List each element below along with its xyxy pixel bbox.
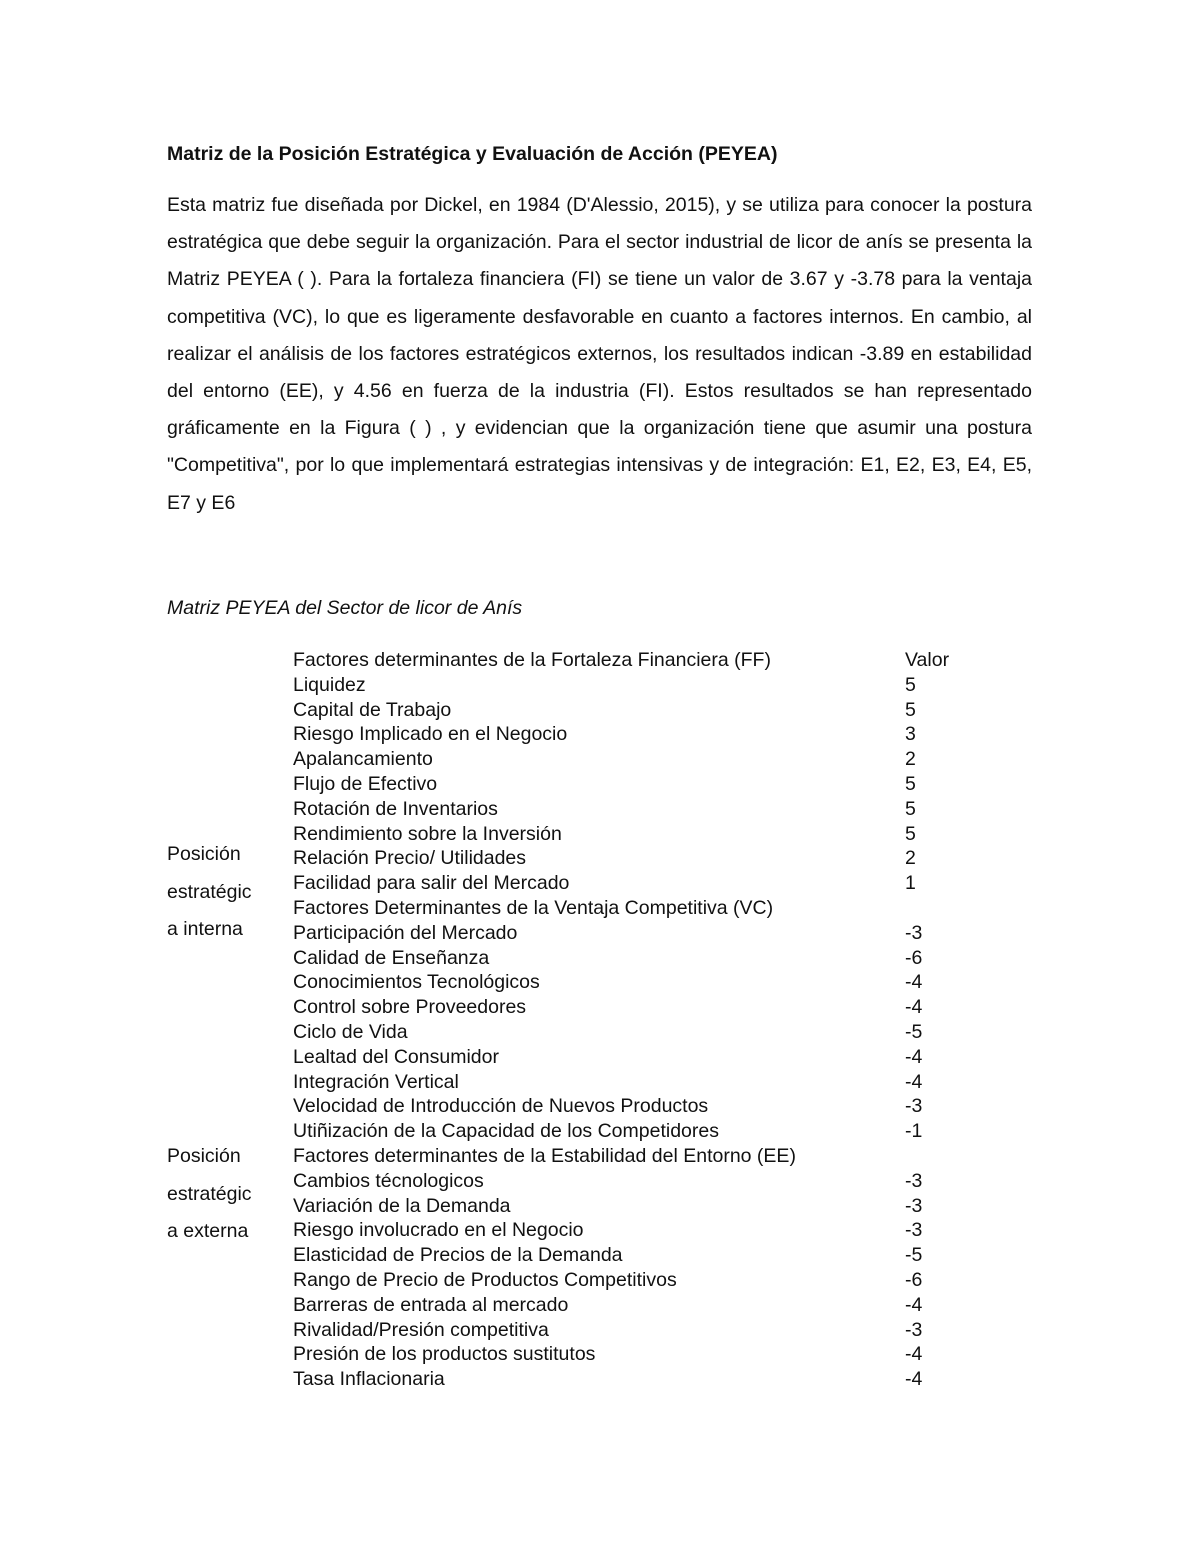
external-label-line: a externa — [167, 1220, 249, 1242]
table-row — [0, 1342, 1200, 1367]
table-row — [0, 1194, 1200, 1219]
factor-name: Participación del Mercado — [293, 921, 518, 944]
factor-value: -6 — [905, 1269, 923, 1291]
factor-name: Variación de la Demanda — [293, 1194, 511, 1217]
table-row — [0, 1243, 1200, 1268]
external-label-line: estratégic — [167, 1182, 252, 1205]
table-row — [0, 1218, 1200, 1243]
factor-value: 5 — [905, 773, 916, 795]
table-row — [0, 1070, 1200, 1095]
factor-name: Conocimientos Tecnológicos — [293, 971, 540, 994]
factor-value: -3 — [905, 1169, 923, 1192]
factor-value: -3 — [905, 1318, 923, 1341]
factor-value: -1 — [905, 1120, 923, 1143]
factor-value: 3 — [905, 723, 916, 746]
factor-name: Rotación de Inventarios — [293, 797, 498, 820]
factor-value: 5 — [905, 822, 916, 845]
table-row — [0, 946, 1200, 971]
table-row — [0, 648, 1200, 673]
factor-name: Capital de Trabajo — [293, 698, 452, 721]
factor-name: Factores determinantes de la Fortaleza Financiera (FF) — [293, 649, 771, 671]
factor-value: 5 — [905, 698, 916, 721]
factor-value: -4 — [905, 996, 923, 1019]
table-row — [0, 1119, 1200, 1144]
factor-name: Integración Vertical — [293, 1070, 459, 1093]
factor-name: Lealtad del Consumidor — [293, 1045, 499, 1068]
table-row — [0, 1020, 1200, 1045]
table-row — [0, 846, 1200, 871]
factor-name: Calidad de Enseñanza — [293, 946, 490, 969]
factor-name: Cambios técnologicos — [293, 1169, 484, 1192]
table-row — [0, 1045, 1200, 1070]
table-row — [0, 1094, 1200, 1119]
factor-value: -3 — [905, 921, 923, 944]
factor-name: Utiñización de la Capacidad de los Competidores — [293, 1120, 719, 1143]
table-row — [0, 1169, 1200, 1194]
factor-value: -4 — [905, 1343, 923, 1366]
factor-name: Relación Precio/ Utilidades — [293, 847, 527, 870]
document-title: Matriz de la Posición Estratégica y Evaluación de Acción (PEYEA) — [167, 143, 778, 165]
factor-value: -3 — [905, 1194, 923, 1217]
factor-value: 2 — [905, 748, 916, 771]
table-row — [0, 896, 1200, 921]
factor-name: Liquidez — [293, 673, 366, 696]
table-row — [0, 1144, 1200, 1169]
table-row — [0, 698, 1200, 723]
factor-name: Riesgo involucrado en el Negocio — [293, 1219, 584, 1242]
table-row — [0, 673, 1200, 698]
table-caption: Matriz PEYEA del Sector de licor de Anís — [167, 597, 523, 619]
internal-label-line: Posición — [167, 843, 241, 865]
body-paragraph: Esta matriz fue diseñada por Dickel, en 1984 (D'Alessio, 2015), y se utiliza para conocer la postura estratégica que debe seguir la organización. Para el sector industrial de licor de anís se presenta la Matriz PEYEA ( ). Para la fortaleza financiera (FI) se tiene un valor de 3.67 y -3.78 para la ventaja competitiva (VC), lo que es ligeramente desfavorable en cuanto a factores internos. En cambio, al realizar el análisis de los factores estratégicos externos, los resultados indican -3.89 en estabilidad del entorno (EE), y 4.56 en fuerza de la industria (FI). Estos resultados se han representado gráficamente en la Figura ( ) , y evidencian que la organización tiene que asumir una postura "Competitiva", por lo que implementará estrategias intensivas y de integración: E1, E2, E3, E4, E5, E7 y E6 — [167, 194, 1032, 514]
factor-value: -6 — [905, 946, 923, 969]
table-row — [0, 871, 1200, 896]
factor-name: Elasticidad de Precios de la Demanda — [293, 1244, 623, 1267]
table-row — [0, 970, 1200, 995]
factor-value: -5 — [905, 1244, 923, 1267]
factor-name: Apalancamiento — [293, 748, 433, 771]
table-row — [0, 921, 1200, 946]
factor-name: Velocidad de Introducción de Nuevos Productos — [293, 1095, 709, 1118]
factor-value: -5 — [905, 1021, 923, 1043]
factor-name: Tasa Inflacionaria — [293, 1368, 445, 1391]
internal-label-line: a interna — [167, 918, 243, 940]
table-row — [0, 822, 1200, 847]
internal-label-line: estratégic — [167, 880, 252, 903]
factor-value: 5 — [905, 673, 916, 696]
factor-value: 2 — [905, 847, 916, 870]
factor-name: Facilidad para salir del Mercado — [293, 872, 570, 895]
factor-name: Rivalidad/Presión competitiva — [293, 1318, 549, 1341]
factor-name: Rango de Precio de Productos Competitivos — [293, 1269, 677, 1291]
table-row — [0, 797, 1200, 822]
factor-value: 1 — [905, 872, 916, 895]
factor-value: -4 — [905, 1293, 923, 1316]
factor-value: -3 — [905, 1219, 923, 1242]
factor-value: Valor — [905, 649, 950, 671]
factor-name: Rendimiento sobre la Inversión — [293, 822, 562, 845]
factor-name: Presión de los productos sustitutos — [293, 1343, 596, 1366]
factor-value: -3 — [905, 1095, 923, 1118]
external-label-line: Posición — [167, 1145, 241, 1167]
table-row — [0, 1367, 1200, 1392]
factor-value: -4 — [905, 1070, 923, 1093]
table-row — [0, 722, 1200, 747]
factor-name: Control sobre Proveedores — [293, 996, 527, 1019]
factor-name: Flujo de Efectivo — [293, 773, 438, 795]
table-row — [0, 1318, 1200, 1343]
factor-value: -4 — [905, 1368, 923, 1391]
table-row — [0, 995, 1200, 1020]
factor-name: Ciclo de Vida — [293, 1021, 408, 1043]
table-row — [0, 1268, 1200, 1293]
table-row — [0, 1293, 1200, 1318]
factor-value: 5 — [905, 797, 916, 820]
factor-value: -4 — [905, 1045, 923, 1068]
table-row — [0, 772, 1200, 797]
factor-name: Barreras de entrada al mercado — [293, 1293, 569, 1316]
factor-name: Factores determinantes de la Estabilidad del Entorno (EE) — [293, 1145, 796, 1167]
table-row — [0, 747, 1200, 772]
factor-value: -4 — [905, 971, 923, 994]
factor-name: Factores Determinantes de la Ventaja Competitiva (VC) — [293, 897, 774, 919]
factor-name: Riesgo Implicado en el Negocio — [293, 723, 568, 746]
